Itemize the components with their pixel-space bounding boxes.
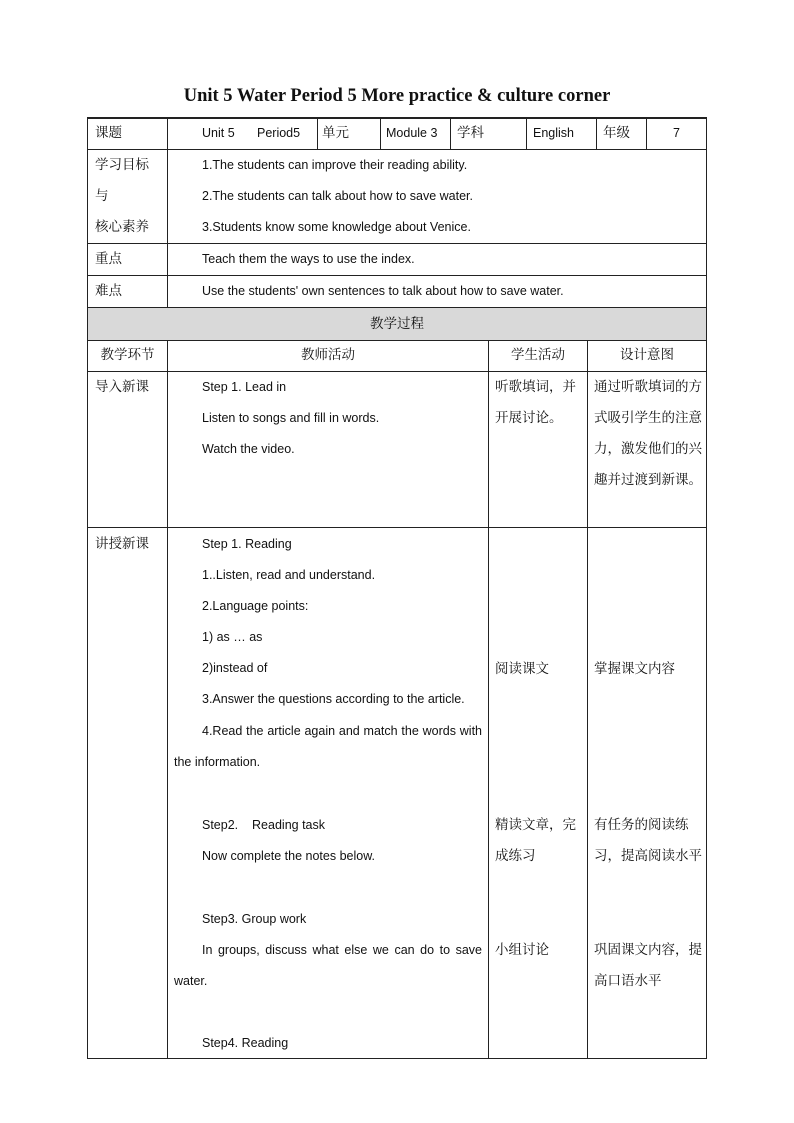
grade-value: 7 xyxy=(673,126,680,140)
step2-text: Now complete the notes below. xyxy=(202,849,376,863)
student-activity-reading: 阅读课文 xyxy=(495,661,549,677)
stage-new-lesson: 讲授新课 xyxy=(95,536,149,552)
unit-label: 单元 xyxy=(322,125,349,141)
rule xyxy=(706,117,707,1059)
objectives-label-line: 与 xyxy=(95,188,109,204)
rule xyxy=(380,117,381,149)
rule xyxy=(167,117,168,307)
step3-text: In groups, discuss what else we can do to save water. xyxy=(174,943,482,988)
step1-line: 1..Listen, read and understand. xyxy=(202,568,376,582)
step3-title: Step3. Group work xyxy=(202,912,307,926)
lead-in-line: Listen to songs and fill in words. xyxy=(202,411,380,425)
objective-item: 3.Students know some knowledge about Venice. xyxy=(202,220,471,234)
column-header-student: 学生活动 xyxy=(511,347,565,363)
stage-lead-in: 导入新课 xyxy=(95,379,149,395)
design-intent-consolidate: 巩固课文内容，提高口语水平 xyxy=(594,942,702,989)
column-header-design: 设计意图 xyxy=(620,347,674,363)
column-header-stage: 教学环节 xyxy=(100,347,155,363)
rule xyxy=(87,117,88,1059)
objective-item: 1.The students can improve their reading ability. xyxy=(202,158,468,172)
objectives-label-line: 核心素养 xyxy=(95,219,149,235)
design-intent-master-text: 掌握课文内容 xyxy=(594,661,675,677)
lead-in-line: Step 1. Lead in xyxy=(202,380,287,394)
period-value: Period5 xyxy=(257,126,301,140)
rule xyxy=(488,340,489,1059)
unit-value: Unit 5 xyxy=(202,126,235,140)
rule xyxy=(450,117,451,149)
rule xyxy=(167,340,168,1059)
rule xyxy=(317,117,318,149)
subject-value: English xyxy=(533,126,574,140)
key-point-label: 重点 xyxy=(95,251,122,267)
grade-label: 年级 xyxy=(603,125,630,141)
step1-line: 2.Language points: xyxy=(202,599,309,613)
process-header: 教学过程 xyxy=(370,316,424,332)
key-point-text: Teach them the ways to use the index. xyxy=(202,252,415,266)
objectives-label-line: 学习目标 xyxy=(95,157,149,173)
rule xyxy=(596,117,597,149)
step2-title: Step2. Reading task xyxy=(202,818,325,832)
rule xyxy=(87,1058,707,1059)
objective-item: 2.The students can talk about how to save water. xyxy=(202,189,473,203)
rule xyxy=(526,117,527,149)
rule xyxy=(87,307,707,308)
subject-label: 学科 xyxy=(457,125,484,141)
lead-in-line: Watch the video. xyxy=(202,442,295,456)
module-value: Module 3 xyxy=(386,126,438,140)
step4-title: Step4. Reading xyxy=(202,1036,289,1050)
difficulty-label: 难点 xyxy=(95,283,122,299)
difficulty-text: Use the students' own sentences to talk about how to save water. xyxy=(202,284,564,298)
column-header-teacher: 教师活动 xyxy=(301,347,355,363)
lead-in-student-activity: 听歌填词，并开展讨论。 xyxy=(495,379,576,426)
design-intent-reading-practice: 有任务的阅读练习，提高阅读水平 xyxy=(594,817,702,864)
step1-line: Step 1. Reading xyxy=(202,537,292,551)
student-activity-group-discussion: 小组讨论 xyxy=(495,942,549,958)
step1-line: 3.Answer the questions according to the article. xyxy=(202,692,465,706)
lead-in-design-intent: 通过听歌填词的方式吸引学生的注意力，激发他们的兴趣并过渡到新课。 xyxy=(594,379,702,488)
rule xyxy=(587,340,588,1059)
step1-match-instruction: 4.Read the article again and match the words with the information. xyxy=(174,724,482,769)
course-label: 课题 xyxy=(95,125,122,141)
step1-line: 2)instead of xyxy=(202,661,268,675)
step1-line: 1) as … as xyxy=(202,630,263,644)
rule xyxy=(87,527,707,528)
student-activity-intensive-reading: 精读文章，完成练习 xyxy=(495,817,576,864)
document-title: Unit 5 Water Period 5 More practice & culture corner xyxy=(183,86,611,106)
